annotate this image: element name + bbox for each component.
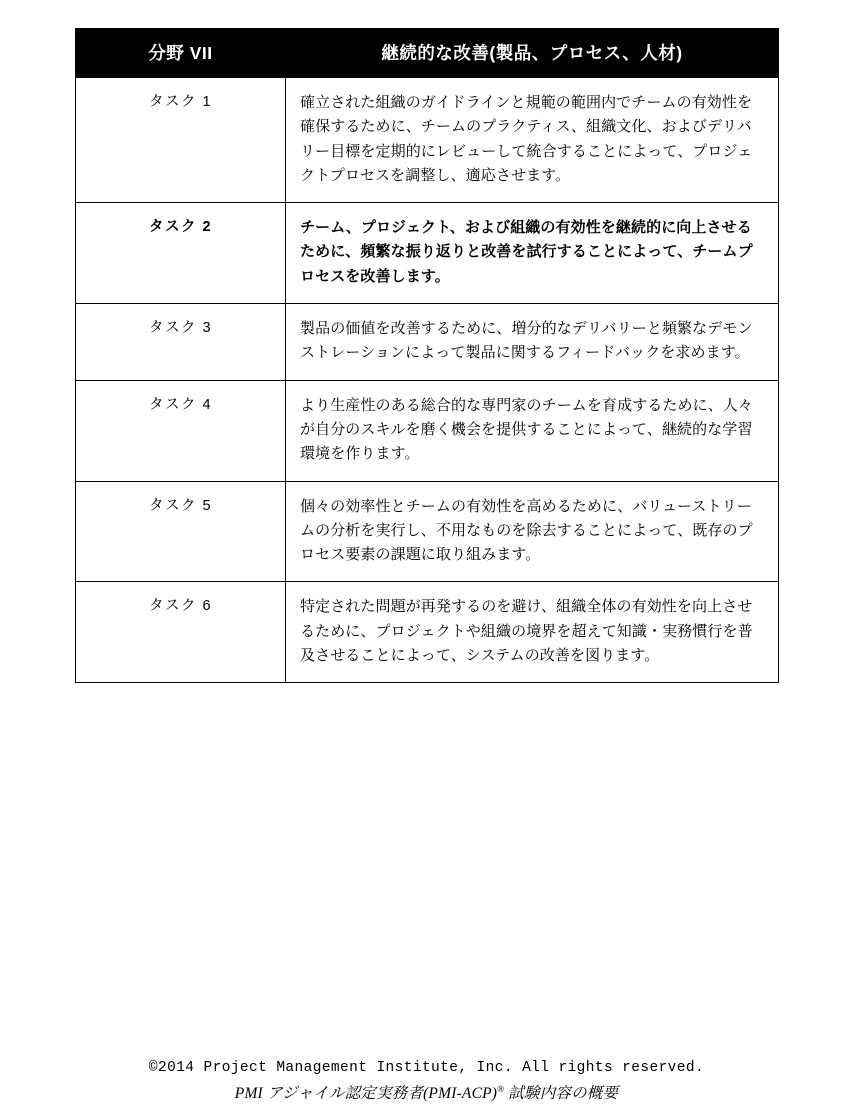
- registered-mark-icon: ®: [497, 1083, 505, 1094]
- table-header: [76, 29, 779, 78]
- table-row: [76, 203, 779, 304]
- footer-title-prefix: PMI アジャイル認定実務者(PMI-ACP): [234, 1085, 498, 1102]
- table-row: [76, 582, 779, 683]
- table-body: [76, 78, 779, 683]
- task-description: 特定された問題が再発するのを避け、組織全体の有効性を向上させるために、プロジェクトや組織の境界を超えて知識・実務慣行を普及させることによって、システムの改善を図ります。: [286, 582, 779, 683]
- task-label: タスク 6: [76, 582, 286, 683]
- task-description: チーム、プロジェクト、および組織の有効性を継続的に向上させるために、頻繁な振り返りと改善を試行することによって、チームプロセスを改善します。: [286, 203, 779, 304]
- task-description: より生産性のある総合的な専門家のチームを育成するために、人々が自分のスキルを磨く機会を提供することによって、継続的な学習環境を作ります。: [286, 380, 779, 481]
- task-label: タスク 1: [76, 78, 286, 203]
- footer-title-suffix: 試験内容の概要: [504, 1085, 619, 1102]
- task-description: 確立された組織のガイドラインと規範の範囲内でチームの有効性を確保するために、チームのプラクティス、組織文化、およびデリバリー目標を定期的にレビューして統合することによって、プロジェクトプロセスを調整し、適応させます。: [286, 78, 779, 203]
- task-description: 個々の効率性とチームの有効性を高めるために、バリューストリームの分析を実行し、不用なものを除去することによって、既存のプロセス要素の課題に取り組みます。: [286, 481, 779, 582]
- domain-task-table: [75, 28, 779, 683]
- table-row: [76, 380, 779, 481]
- column-header-title: 継続的な改善(製品、プロセス、人材): [286, 29, 779, 78]
- footer-copyright: ©2014 Project Management Institute, Inc. All rights reserved.: [148, 1060, 705, 1076]
- task-label: タスク 3: [76, 304, 286, 381]
- task-label: タスク 4: [76, 380, 286, 481]
- task-label: タスク 2: [76, 203, 286, 304]
- task-description: 製品の価値を改善するために、増分的なデリバリーと頻繁なデモンストレーションによって製品に関するフィードバックを求めます。: [286, 304, 779, 381]
- task-label: タスク 5: [76, 481, 286, 582]
- page-footer: [0, 1060, 853, 1103]
- table-row: [76, 481, 779, 582]
- table-header-row: [76, 29, 779, 78]
- domain-table-container: [75, 28, 778, 683]
- table-row: [76, 78, 779, 203]
- column-header-domain: 分野 VII: [76, 29, 286, 78]
- footer-document-title: [0, 1081, 853, 1103]
- table-row: [76, 304, 779, 381]
